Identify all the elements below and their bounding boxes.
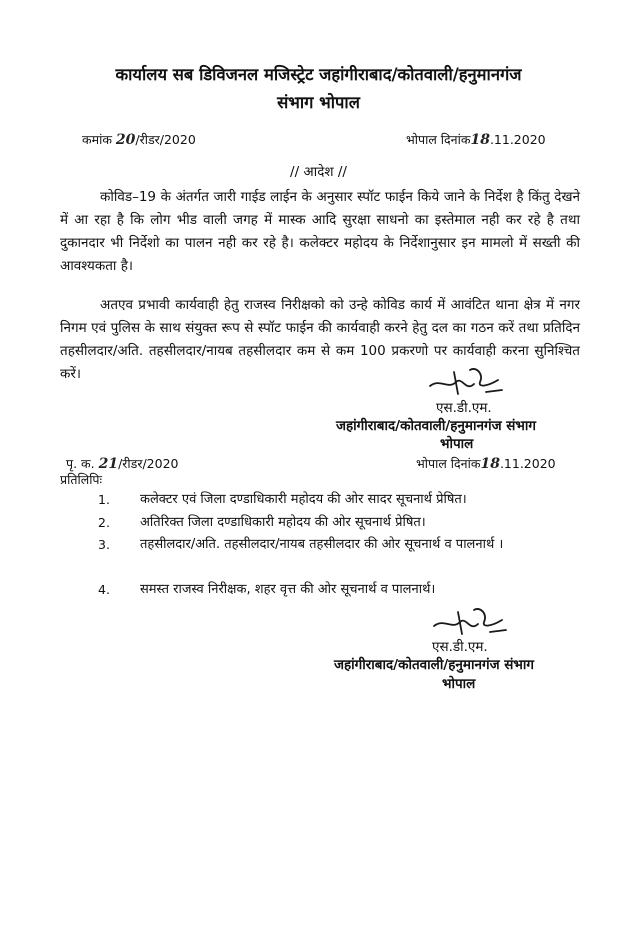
signature-2-scribble (430, 606, 510, 640)
endorsement-date-prefix: भोपाल दिनांक (416, 456, 481, 471)
signature-1-title: एस.डी.एम. (436, 400, 492, 416)
order-title: // आदेश // (290, 164, 347, 180)
signature-1-office: जहांगीराबाद/कोतवाली/हनुमानगंज संभाग (336, 418, 536, 434)
office-heading-division: संभाग भोपाल (277, 93, 360, 112)
endorsement-date-rest: .11.2020 (499, 456, 556, 471)
order-date (406, 131, 546, 148)
copy-label: प्रतिलिपिः (60, 472, 103, 487)
signature-1-scribble (426, 364, 506, 400)
copy-list-item-text: समस्त राजस्व निरीक्षक, शहर वृत्त की ओर सूचनार्थ व पालनार्थ। (140, 582, 436, 597)
order-reference (82, 131, 196, 148)
copy-list-item-number: 4. (98, 582, 110, 597)
order-paragraph-1: कोविड–19 के अंतर्गत जारी गाईड लाईन के अनुसार स्पॉट फाईन किये जाने के निर्देश है किंतु देखने में आ रहा है कि लोग भीड वाली जगह में मास्क आदि सुरक्षा साधनो का इस्तेमाल नही कर रहे है तथा दुकानदार भी निर्देशो का पालन नही कर रहे है। कलेक्टर महोदय के निर्देशानुसार इन मामलो में सख्ती की आवश्यकता है। (60, 189, 580, 274)
copy-list-item-text: तहसीलदार/अति. तहसीलदार/नायब तहसीलदार की ओर सूचनार्थ व पालनार्थ । (140, 537, 504, 552)
endorsement-reference-number: 21 (98, 456, 119, 472)
order-paragraph-2: अतएव प्रभावी कार्यवाही हेतु राजस्व निरीक्षको को उन्हे कोविड कार्य में आवंटित थाना क्षेत्र में नगर निगम एवं पुलिस के साथ संयुक्त रूप से स्पॉट फाईन की कार्यवाही करने हेतु दल का गठन करें तथा प्रतिदिन तहसीलदार/अति. तहसीलदार/नायब तहसीलदार कम से कम 100 प्रकरणो पर कार्यवाही करना सुनिश्चित करें। (60, 297, 580, 382)
signature-2-office: जहांगीराबाद/कोतवाली/हनुमानगंज संभाग (334, 657, 534, 673)
order-reference-number: 20 (115, 132, 136, 148)
signature-2-city: भोपाल (442, 676, 476, 692)
copy-list-item-text: कलेक्टर एवं जिला दण्डाधिकारी महोदय की ओर सादर सूचनार्थ प्रेषित। (140, 492, 467, 507)
copy-list-item-number: 3. (98, 537, 110, 552)
endorsement-reference (66, 455, 178, 472)
endorsement-date (416, 455, 556, 472)
order-reference-suffix: /रीडर/2020 (135, 132, 196, 147)
copy-list-item (0, 534, 637, 578)
endorsement-reference-suffix: /रीडर/2020 (118, 456, 179, 471)
copy-list-item-number: 2. (98, 515, 110, 530)
endorsement-date-day: 18 (480, 456, 500, 472)
endorsement-reference-prefix: पृ. क. (66, 456, 95, 471)
copy-list-item-number: 1. (98, 492, 110, 507)
office-heading: कार्यालय सब डिविजनल मजिस्ट्रेट जहांगीराबाद/कोतवाली/हनुमानगंज (115, 65, 522, 84)
signature-1-city: भोपाल (440, 436, 474, 452)
copy-list-item-text: अतिरिक्त जिला दण्डाधिकारी महोदय की ओर सूचनार्थ प्रेषित। (140, 515, 426, 530)
order-date-rest: .11.2020 (489, 132, 546, 147)
signature-2-title: एस.डी.एम. (432, 639, 488, 655)
order-reference-prefix: कमांक (82, 132, 112, 147)
order-date-prefix: भोपाल दिनांक (406, 132, 471, 147)
order-date-day: 18 (470, 132, 490, 148)
